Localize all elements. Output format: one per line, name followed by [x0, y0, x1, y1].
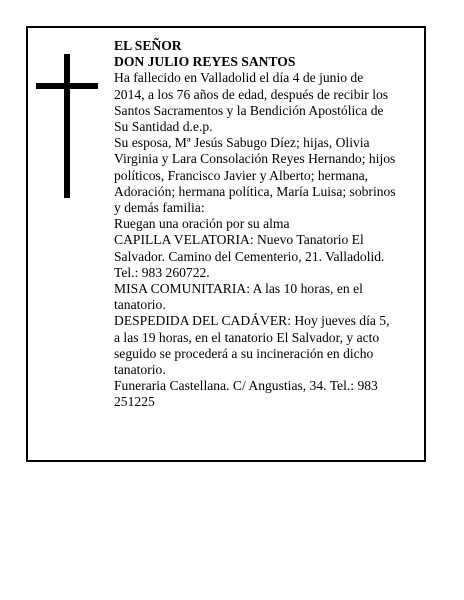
family-list: Su esposa, Mª Jesús Sabugo Díez; hijas, Olivia Virginia y Lara Consolación Reyes Hernando; hijos políticos, Francisco Javier y Alberto; hermana, Adoración; hermana política, María Luisa; sobrinos y demás familia: [114, 135, 396, 216]
prayer-request: Ruegan una oración por su alma [114, 216, 290, 232]
obituary-text [114, 38, 396, 411]
cross-vertical-bar [64, 54, 70, 198]
title-line-1: EL SEÑOR [114, 38, 182, 53]
latin-cross-icon [36, 54, 98, 198]
mass-info: MISA COMUNITARIA: A las 10 horas, en el tanatorio. [114, 281, 363, 313]
cross-horizontal-bar [36, 83, 98, 89]
farewell-info: DESPEDIDA DEL CADÁVER: Hoy jueves día 5, a las 19 horas, en el tanatorio El Salvador, y acto seguido se procederá a su incineración en dicho tanatorio. [114, 313, 390, 378]
death-announcement: Ha fallecido en Valladolid el día 4 de junio de 2014, a los 76 años de edad, después de recibir los Santos Sacramentos y la Bendición Apostólica de Su Santidad d.e.p. [114, 70, 389, 135]
deceased-name: DON JULIO REYES SANTOS [114, 54, 296, 70]
funeral-home-info: Funeraria Castellana. C/ Angustias, 34. Tel.: 983 251225 [114, 378, 378, 410]
chapel-info: CAPILLA VELATORIA: Nuevo Tanatorio El Salvador. Camino del Cementerio, 21. Valladolid. Tel.: 983 260722. [114, 232, 385, 280]
